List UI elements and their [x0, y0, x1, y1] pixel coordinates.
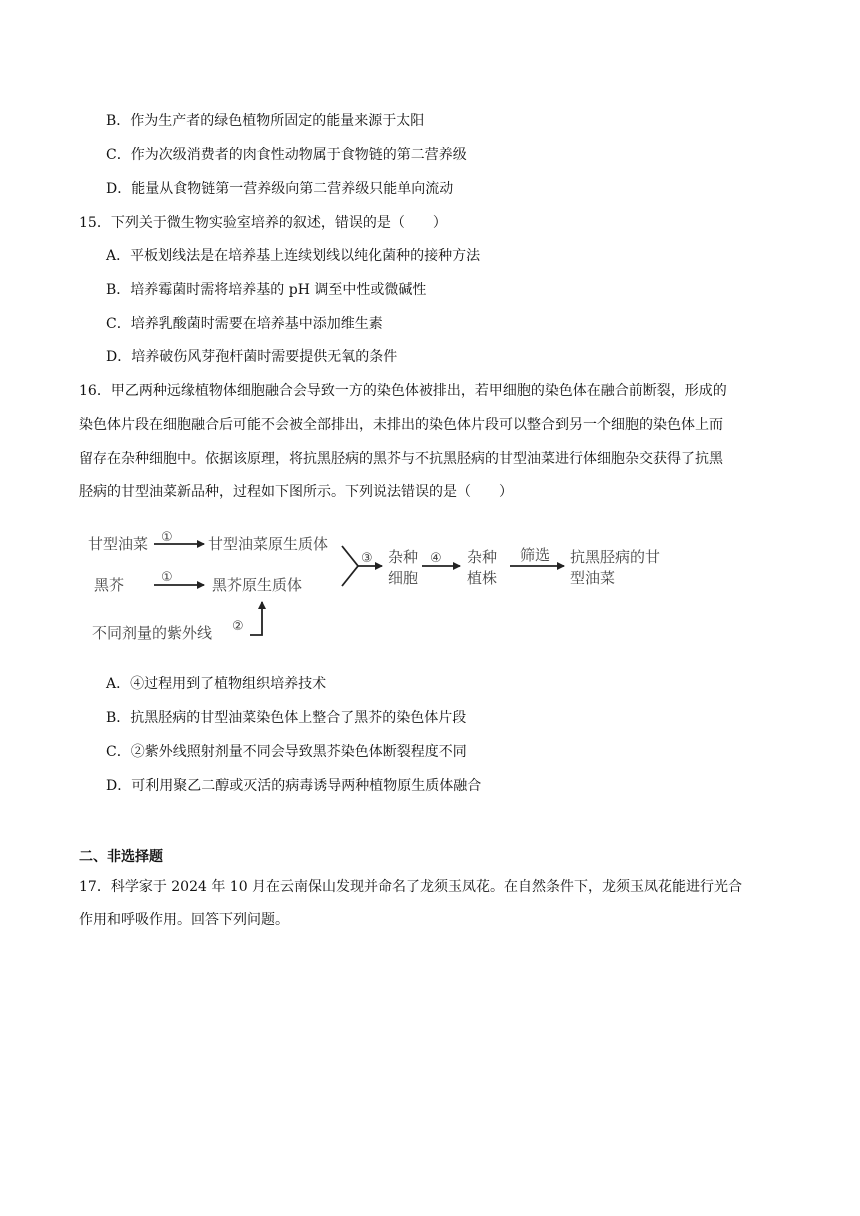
- step-3-label: ③: [361, 551, 373, 566]
- node-hybrid-plant-line-2: 植株: [467, 569, 498, 587]
- step-1-top-label: ①: [161, 530, 173, 545]
- q17-stem-line-1: 17．科学家于 2024 年 10 月在云南保山发现并命名了龙须玉凤花。在自然条件下，龙须玉凤花能进行光合: [79, 879, 743, 895]
- arrow-step-2: [250, 602, 262, 635]
- q15-option-b: B．培养霉菌时需将培养基的 pH 调至中性或微碱性: [106, 282, 427, 298]
- q16-option-d: D．可利用聚乙二醇或灭活的病毒诱导两种植物原生质体融合: [106, 778, 482, 794]
- step-4-label: ④: [430, 551, 442, 566]
- node-hei-jie: 黑芥: [94, 576, 125, 594]
- node-uv: 不同剂量的紫外线: [92, 624, 213, 642]
- node-gan-xing-you-cai: 甘型油菜: [88, 535, 149, 553]
- node-hybrid-cell-line-1: 杂种: [388, 548, 419, 566]
- q17-stem-line-2: 作用和呼吸作用。回答下列问题。: [79, 912, 289, 928]
- q15-stem: 15．下列关于微生物实验室培养的叙述，错误的是（ ）: [79, 215, 447, 231]
- section-2-heading: 二、非选择题: [79, 849, 163, 865]
- q16-stem-line-3: 留存在杂种细胞中。依据该原理，将抗黑胫病的黑芥与不抗黑胫病的甘型油菜进行体细胞杂交获得了抗黑: [79, 451, 723, 467]
- step-selection-label: 筛选: [520, 546, 551, 564]
- q15-option-c: C．培养乳酸菌时需要在培养基中添加维生素: [106, 316, 383, 332]
- q16-stem-line-1: 16．甲乙两种远缘植物体细胞融合会导致一方的染色体被排出，若甲细胞的染色体在融合前断裂，形成的: [79, 383, 727, 399]
- step-2-label: ②: [232, 619, 244, 634]
- node-hei-jie-protoplast: 黑芥原生质体: [212, 576, 303, 594]
- q15-option-d: D．培养破伤风芽孢杆菌时需要提供无氧的条件: [106, 349, 398, 365]
- q14-option-c: C．作为次级消费者的肉食性动物属于食物链的第二营养级: [106, 147, 467, 163]
- node-gan-protoplast: 甘型油菜原生质体: [208, 535, 329, 553]
- node-hybrid-plant-line-1: 杂种: [467, 548, 498, 566]
- step-1-bottom-label: ①: [161, 570, 173, 585]
- q16-option-b: B．抗黑胫病的甘型油菜染色体上整合了黑芥的染色体片段: [106, 710, 467, 726]
- q14-option-b: B．作为生产者的绿色植物所固定的能量来源于太阳: [106, 113, 425, 129]
- node-result-line-2: 型油菜: [570, 569, 616, 587]
- q16-stem-line-2: 染色体片段在细胞融合后可能不会被全部排出，未排出的染色体片段可以整合到另一个细胞的染色体上而: [79, 417, 723, 433]
- q16-process-diagram: [84, 522, 684, 650]
- merge-bracket: [342, 546, 358, 586]
- q15-option-a: A．平板划线法是在培养基上连续划线以纯化菌种的接种方法: [106, 248, 481, 264]
- node-hybrid-cell-line-2: 细胞: [388, 569, 419, 587]
- q16-stem-line-4: 胫病的甘型油菜新品种，过程如下图所示。下列说法错误的是（ ）: [79, 484, 513, 500]
- q16-option-c: C．②紫外线照射剂量不同会导致黑芥染色体断裂程度不同: [106, 744, 467, 760]
- q14-option-d: D．能量从食物链第一营养级向第二营养级只能单向流动: [106, 181, 454, 197]
- node-result-line-1: 抗黑胫病的甘: [570, 548, 661, 566]
- q16-option-a: A．④过程用到了植物组织培养技术: [106, 676, 327, 692]
